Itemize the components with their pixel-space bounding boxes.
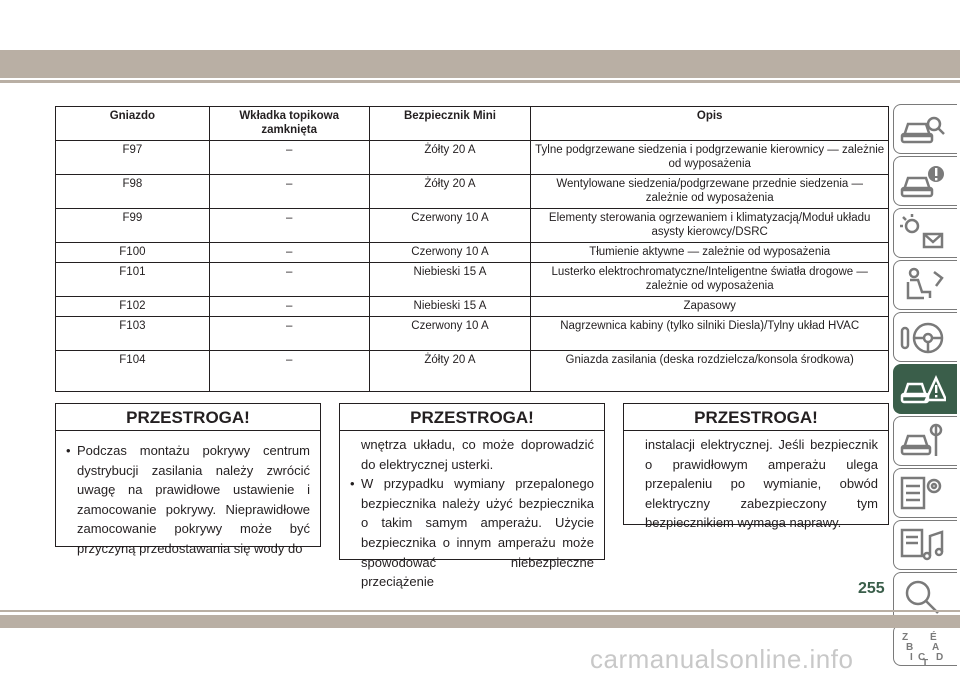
table-cell: Zapasowy <box>531 297 889 317</box>
tab-driving[interactable] <box>893 312 957 362</box>
table-row <box>56 317 889 351</box>
table-row <box>56 263 889 297</box>
table-row <box>56 209 889 243</box>
hazard-warning-car-icon <box>900 370 946 408</box>
table-cell: F104 <box>56 351 210 392</box>
warning-title: PRZESTROGA! <box>56 404 320 431</box>
warning-continuation: instalacji elektrycznej. Jeśli bezpiecznik o prawidłowym amperażu ulega przepaleniu po wymianie, obwód elektryczny zabezpieczony tym bezpiecznikiem wymaga naprawy. <box>645 437 878 531</box>
tab-service[interactable] <box>893 416 957 466</box>
table-row <box>56 141 889 175</box>
warning-title: PRZESTROGA! <box>340 404 604 431</box>
bottom-decor-line <box>0 610 960 612</box>
multimedia-icon <box>900 526 946 564</box>
table-cell: Tylne podgrzewane siedzenia i podgrzewanie kierownicy — zależnie od wyposażenia <box>531 141 889 175</box>
table-cell: F103 <box>56 317 210 351</box>
tab-car-info[interactable] <box>893 156 957 206</box>
header-cell: Opis <box>531 107 889 141</box>
table-cell: Niebieski 15 A <box>369 263 531 297</box>
alphabet-index-icon <box>900 630 946 666</box>
warning-continuation: wnętrza układu, co może doprowadzić do elektrycznej usterki. <box>361 437 594 472</box>
table-row <box>56 175 889 209</box>
car-info-icon <box>900 162 946 200</box>
table-cell: – <box>209 297 369 317</box>
table-cell: – <box>209 263 369 297</box>
car-service-icon <box>900 422 946 460</box>
tab-multimedia[interactable] <box>893 520 957 570</box>
table-cell: F102 <box>56 297 210 317</box>
index-letter: T <box>922 658 929 666</box>
table-cell: Żółty 20 A <box>369 351 531 392</box>
index-letter: C <box>918 652 926 663</box>
tab-emergency-active[interactable] <box>893 364 957 414</box>
table-cell: Niebieski 15 A <box>369 297 531 317</box>
index-letter: Z <box>902 632 909 643</box>
table-cell: F101 <box>56 263 210 297</box>
warning-title: PRZESTROGA! <box>624 404 888 431</box>
table-cell: Lusterko elektrochromatyczne/Inteligentne światła drogowe — zależnie od wyposażenia <box>531 263 889 297</box>
table-cell: Nagrzewnica kabiny (tylko silniki Diesla)/Tylny układ HVAC <box>531 317 889 351</box>
table-cell: Czerwony 10 A <box>369 317 531 351</box>
warning-box-3 <box>623 403 889 531</box>
index-letter: B <box>906 642 914 653</box>
table-cell: – <box>209 175 369 209</box>
table-cell: Wentylowane siedzenia/podgrzewane przednie siedzenia — zależnie od wyposażenia <box>531 175 889 209</box>
header-cell: Wkładka topikowa zamknięta <box>209 107 369 141</box>
table-cell: F100 <box>56 243 210 263</box>
tab-dashboard[interactable] <box>893 208 957 258</box>
index-letter: D <box>936 652 944 663</box>
table-cell: – <box>209 209 369 243</box>
watermark: carmanualsonline.info <box>590 644 854 674</box>
table-cell: – <box>209 317 369 351</box>
top-decor-line <box>0 80 960 83</box>
table-cell: Żółty 20 A <box>369 141 531 175</box>
warning-box-2 <box>339 403 605 590</box>
table-cell: F97 <box>56 141 210 175</box>
table-cell: – <box>209 141 369 175</box>
dashboard-lights-icon <box>900 214 946 252</box>
table-row <box>56 297 889 317</box>
index-letter: I <box>910 652 913 663</box>
table-cell: Gniazda zasilania (deska rozdzielcza/konsola środkowa) <box>531 351 889 392</box>
table-row <box>56 243 889 263</box>
tab-specifications[interactable] <box>893 468 957 518</box>
top-decor-band <box>0 50 960 78</box>
warning-box-1 <box>55 403 321 556</box>
header-cell: Bezpiecznik Mini <box>369 107 531 141</box>
table-cell: F99 <box>56 209 210 243</box>
table-cell: – <box>209 243 369 263</box>
table-cell: – <box>209 351 369 392</box>
index-letter: É <box>930 632 937 643</box>
tab-safety[interactable] <box>893 260 957 310</box>
car-magnifier-icon <box>900 110 946 148</box>
warning-bullet: • W przypadku wymiany przepalonego bezpiecznika należy użyć bezpiecznika o takim samym amperażu. Użycie bezpiecznika o innym amperażu może spowodować niebezpieczne przeciążenie <box>350 474 594 592</box>
table-header-row <box>56 107 889 141</box>
airbag-seat-icon <box>900 266 946 304</box>
table-cell: F98 <box>56 175 210 209</box>
header-cell: Gniazdo <box>56 107 210 141</box>
table-cell: Żółty 20 A <box>369 175 531 209</box>
tab-car-overview[interactable] <box>893 104 957 154</box>
table-cell: Tłumienie aktywne — zależnie od wyposażenia <box>531 243 889 263</box>
tab-index[interactable] <box>893 624 957 666</box>
table-cell: Czerwony 10 A <box>369 209 531 243</box>
bottom-decor-band <box>0 615 960 628</box>
table-row <box>56 351 889 392</box>
fuse-table <box>55 106 889 392</box>
steering-wheel-icon <box>900 318 946 356</box>
table-cell: Czerwony 10 A <box>369 243 531 263</box>
index-letter: A <box>932 642 940 653</box>
table-cell: Elementy sterowania ogrzewaniem i klimatyzacją/Moduł układu asysty kierowcy/DSRC <box>531 209 889 243</box>
settings-list-icon <box>900 474 946 512</box>
warning-bullet: • Podczas montażu pokrywy centrum dystrybucji zasilania należy zwrócić uwagę na prawidłowe ustawienie i zamocowanie pokrywy. Nieprawidłowe zamocowanie pokrywy może być przyczyną przedostawania się wody do <box>66 441 310 559</box>
page-number: 255 <box>858 580 885 597</box>
